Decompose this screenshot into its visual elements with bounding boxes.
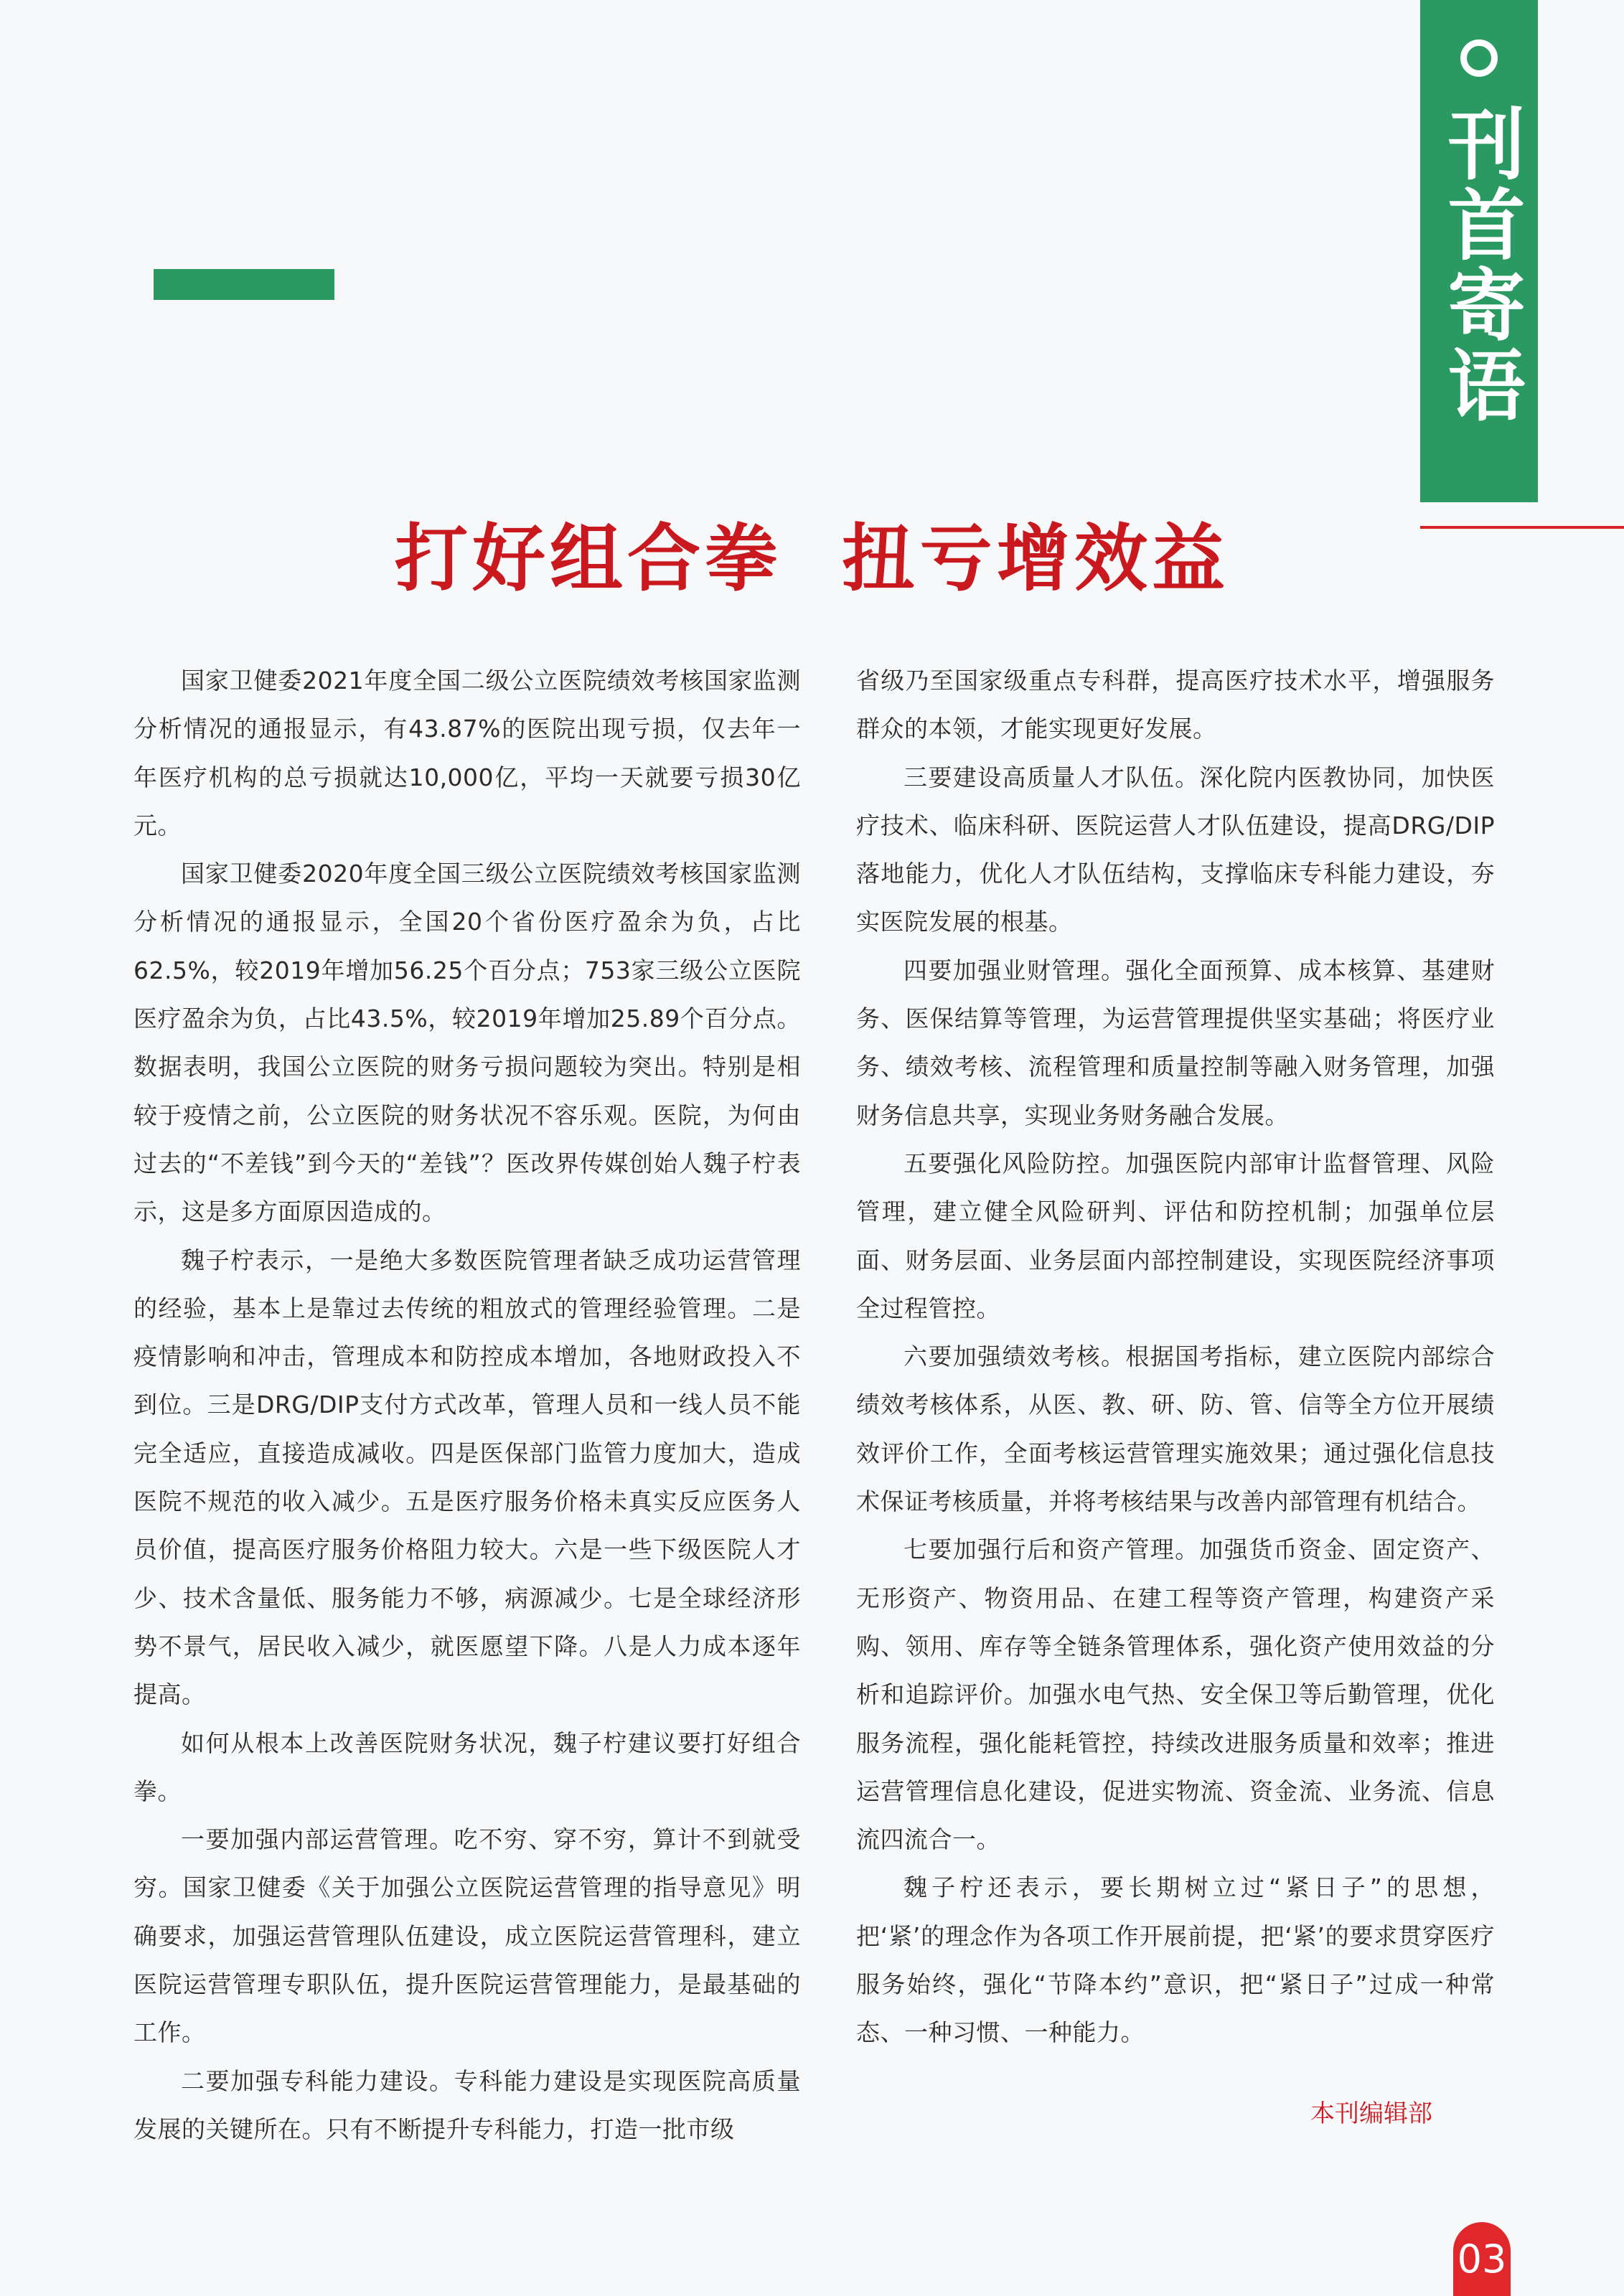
paragraph: 如何从根本上改善医院财务状况，魏子柠建议要打好组合拳。 <box>133 1728 801 1805</box>
paragraph: 五要强化风险防控。加强医院内部审计监督管理、风险管理，建立健全风险研判、评估和防控机制；加强单位层面、财务层面、业务层面内部控制建设，实现医院经济事项全过程管控。 <box>856 1149 1495 1322</box>
paragraph: 魏子柠还表示，要长期树立过“紧日子”的思想，把‘紧’的理念作为各项工作开展前提，把‘紧’的要求贯穿医疗服务始终，强化“节降本约”意识，把“紧日子”过成一种常态、一种习惯、一种能力。 <box>856 1873 1495 2047</box>
paragraph: 四要加强业财管理。强化全面预算、成本核算、基建财务、医保结算等管理，为运营管理提供坚实基础；将医疗业务、绩效考核、流程管理和质量控制等融入财务管理，加强财务信息共享，实现业务财务融合发展。 <box>856 956 1495 1129</box>
page-number-badge: 03 <box>1453 2222 1511 2296</box>
paragraph: 三要建设高质量人才队伍。深化院内医教协同，加快医疗技术、临床科研、医院运营人才队伍建设，提高DRG/DIP落地能力，优化人才队伍结构，支撑临床专科能力建设，夯实医院发展的根基。 <box>856 763 1495 936</box>
paragraph: 六要加强绩效考核。根据国考指标，建立医院内部综合绩效考核体系，从医、教、研、防、管、信等全方位开展绩效评价工作，全面考核运营管理实施效果；通过强化信息技术保证考核质量，并将考核结果与改善内部管理有机结合。 <box>856 1342 1495 1516</box>
section-tab <box>1420 0 1538 502</box>
paragraph: 一要加强内部运营管理。吃不穷、穿不穷，算计不到就受穷。国家卫健委《关于加强公立医院运营管理的指导意见》明确要求，加强运营管理队伍建设，成立医院运营管理科，建立医院运营管理专职队伍，提升医院运营管理能力，是最基础的工作。 <box>133 1825 801 2047</box>
right-column <box>856 657 1495 2057</box>
left-column <box>133 657 801 2153</box>
article-title: 打好组合拳 扭亏增效益 <box>394 517 1230 603</box>
paragraph: 二要加强专科能力建设。专科能力建设是实现医院高质量发展的关键所在。只有不断提升专科能力，打造一批市级 <box>133 2066 801 2143</box>
circle-icon <box>1460 39 1498 77</box>
paragraph: 国家卫健委2020年度全国三级公立医院绩效考核国家监测分析情况的通报显示，全国20个省份医疗盈余为负，占比62.5%，较2019年增加56.25个百分点；753家三级公立医院医疗盈余为负，占比43.5%，较2019年增加25.89个百分点。数据表明，我国公立医院的财务亏损问题较为突出。特别是相较于疫情之前，公立医院的财务状况不容乐观。医院，为何由过去的“不差钱”到今天的“差钱”？医改界传媒创始人魏子柠表示，这是多方面原因造成的。 <box>133 860 801 1226</box>
paragraph-continuation: 省级乃至国家级重点专科群，提高医疗技术水平，增强服务群众的本领，才能实现更好发展。 <box>856 667 1495 743</box>
paragraph: 国家卫健委2021年度全国二级公立医院绩效考核国家监测分析情况的通报显示，有43.87%的医院出现亏损，仅去年一年医疗机构的总亏损就达10,000亿，平均一天就要亏损30亿元。 <box>133 667 801 839</box>
paragraph: 魏子柠表示，一是绝大多数医院管理者缺乏成功运营管理的经验，基本上是靠过去传统的粗放式的管理经验管理。二是疫情影响和冲击，管理成本和防控成本增加，各地财政投入不到位。三是DRG/DIP支付方式改革，管理人员和一线人员不能完全适应，直接造成减收。四是医保部门监管力度加大，造成医院不规范的收入减少。五是医疗服务价格未真实反应医务人员价值，提高医疗服务价格阻力较大。六是一些下级医院人才少、技术含量低、服务能力不够，病源减少。七是全球经济形势不景气，居民收入减少，就医愿望下降。八是人力成本逐年提高。 <box>133 1246 801 1709</box>
article-signature: 本刊编辑部 <box>1310 2099 1432 2128</box>
decorative-green-bar <box>154 269 334 300</box>
paragraph: 七要加强行后和资产管理。加强货币资金、固定资产、无形资产、物资用品、在建工程等资产管理，构建资产采购、领用、库存等全链条管理体系，强化资产使用效益的分析和追踪评价。加强水电气热、安全保卫等后勤管理，优化服务流程，强化能耗管控，持续改进服务质量和效率；推进运营管理信息化建设，促进实物流、资金流、业务流、信息流四流合一。 <box>856 1535 1495 1854</box>
section-label: 刊首寄语 <box>1435 104 1524 425</box>
